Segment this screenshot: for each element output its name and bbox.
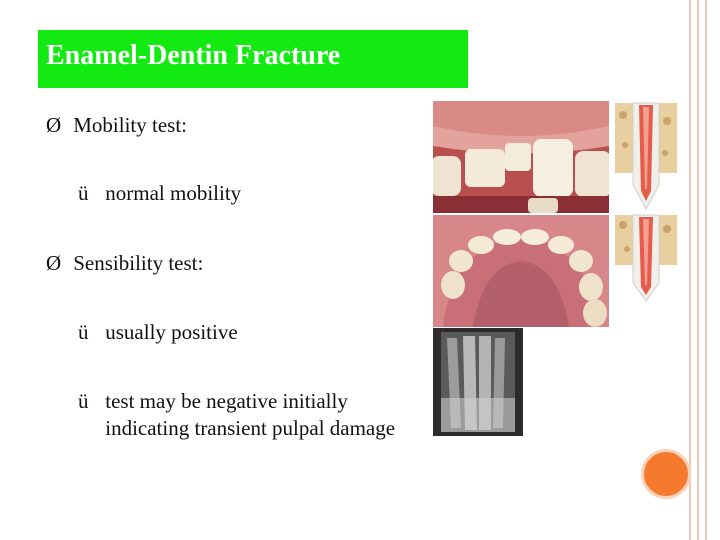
tooth-diagram-icon bbox=[613, 101, 679, 211]
bullet-sensibility-test bbox=[46, 250, 203, 276]
arch-photo-icon bbox=[433, 215, 609, 327]
sub-bullet-text: normal mobility bbox=[105, 181, 242, 205]
bullet-mobility-test bbox=[46, 112, 187, 138]
decorative-line-2 bbox=[697, 0, 699, 540]
sub-bullet-usually-positive bbox=[78, 319, 395, 345]
fractured-incisor-photo bbox=[433, 101, 609, 213]
occlusal-arch-photo bbox=[433, 215, 609, 327]
arrow-bullet-icon: Ø bbox=[46, 251, 62, 275]
decorative-line-3 bbox=[705, 0, 707, 540]
incisor-radiograph bbox=[433, 328, 523, 436]
arrow-bullet-icon: Ø bbox=[46, 113, 62, 137]
tooth-cross-section-icon bbox=[613, 213, 679, 303]
sub-bullet-negative-initially bbox=[78, 388, 395, 443]
bullet-label: Sensibility test: bbox=[73, 251, 204, 275]
tooth-photo-icon bbox=[433, 101, 609, 213]
accent-circle bbox=[641, 449, 691, 499]
sub-bullet-text: test may be negative initially indicating transient pulpal damage bbox=[105, 389, 396, 441]
xray-icon bbox=[433, 328, 523, 436]
sub-bullet-text: usually positive bbox=[105, 320, 238, 344]
decorative-line-1 bbox=[689, 0, 691, 540]
checkmark-icon: ü bbox=[78, 181, 89, 205]
sub-bullet-normal-mobility bbox=[78, 180, 395, 206]
fracture-diagram-top bbox=[613, 101, 679, 211]
bullet-label: Mobility test: bbox=[73, 113, 188, 137]
slide-title-text: Enamel-Dentin Fracture bbox=[46, 40, 341, 71]
slide-title bbox=[38, 30, 468, 88]
fracture-diagram-bottom bbox=[613, 213, 679, 303]
checkmark-icon: ü bbox=[78, 389, 89, 413]
checkmark-icon: ü bbox=[78, 320, 89, 344]
